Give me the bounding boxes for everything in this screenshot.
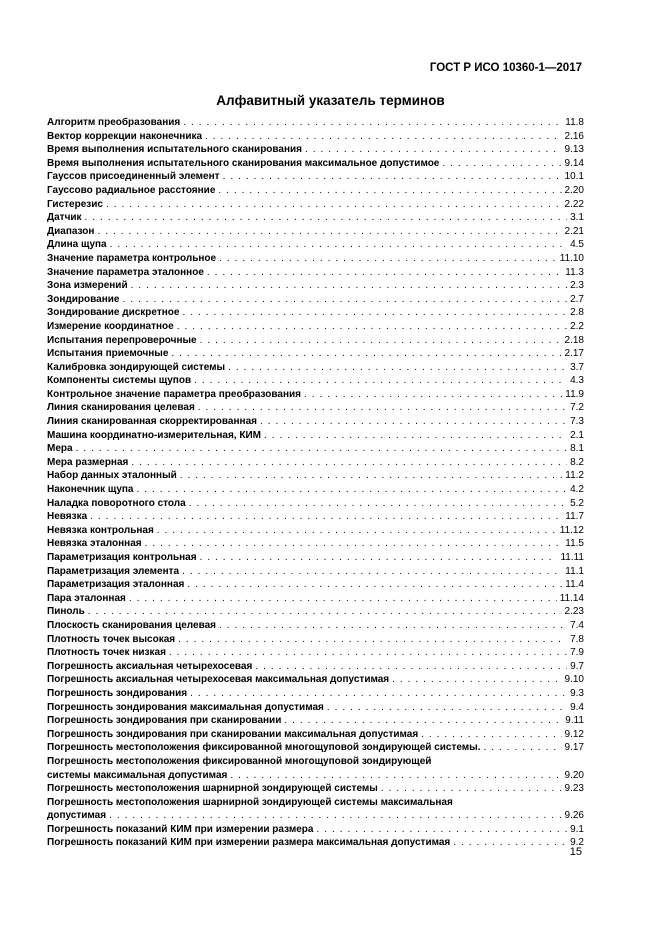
index-term: Параметризация элемента [47,565,180,577]
index-reference: 2.3 [570,280,584,292]
index-entry [47,401,584,415]
index-reference: 3.1 [570,212,584,224]
index-entry [47,279,584,293]
index-reference: 9.23 [564,783,584,795]
index-term: Значение параметра контрольное [47,252,217,264]
index-entry [47,823,584,837]
index-entry [47,497,584,511]
index-term: Погрешность местоположения фиксированной многощуповой зондирующей [47,755,432,767]
index-reference: 7.9 [570,647,584,659]
dot-leader [421,728,561,742]
index-reference: 9.2 [570,837,584,849]
index-reference: 9.13 [564,144,584,156]
dot-leader [205,130,562,144]
index-term: Зондирование [47,293,120,305]
index-term: Машина координатно-измерительная, КИМ [47,429,261,441]
index-entry [47,130,584,144]
index-reference: 2.2 [570,320,584,332]
index-entry [47,184,584,198]
index-reference: 11.5 [565,538,584,550]
index-term: Погрешность зондирования при сканировании максимальная допустимая [47,728,419,740]
index-reference: 10.1 [564,171,584,183]
index-term: допустимая [47,810,107,822]
index-term: Погрешность местоположения шарнирной зондирующей системы [47,783,378,795]
dot-leader [122,293,567,307]
index-term: Плотность точек высокая [47,633,176,645]
dot-leader [180,469,562,483]
index-term: Пиноль [47,606,85,618]
index-reference: 9.10 [564,674,584,686]
index-term: системы максимальная допустимая [47,769,228,781]
dot-leader [200,551,558,565]
index-term: Набор данных эталонный [47,470,177,482]
index-term: Алгоритм преобразования [47,117,181,128]
index-term: Гауссово радиальное расстояние [47,184,216,196]
index-term: Погрешность зондирования максимальная допустимая [47,701,324,713]
index-reference: 2.21 [564,225,584,237]
index-entry [47,660,584,674]
dot-leader [169,646,567,660]
index-reference: 2.7 [570,293,584,305]
index-entry [47,293,584,307]
dot-leader [131,456,567,470]
index-term: Невязка эталонная [47,538,142,550]
index-reference: 9.3 [570,687,584,699]
index-reference: 9.26 [564,810,584,822]
index-entry [47,429,584,443]
index-entry [47,524,584,538]
dot-leader [264,429,567,443]
index-entry [47,157,584,171]
index-term: Гистерезис [47,198,103,210]
index-entry [47,809,584,823]
index-term: Зона измерений [47,280,128,292]
index-entry [47,320,584,334]
dot-leader [255,660,567,674]
index-reference: 8.1 [570,443,584,455]
index-entry [47,728,584,742]
dot-leader [219,619,567,633]
dot-leader [304,388,562,402]
index-reference: 9.20 [564,769,584,781]
index-term: Плотность точек низкая [47,647,166,659]
index-entry [47,755,584,769]
dot-leader [145,537,563,551]
index-reference: 11.2 [565,470,584,482]
index-entry [47,578,584,592]
dot-leader [484,741,562,755]
index-term: Погрешность местоположения шарнирной зондирующей системы максимальная [47,796,453,808]
index-reference: 11.4 [565,579,584,591]
index-term: Погрешность аксиальная четырехосевая максимальная допустимая [47,674,390,686]
dot-leader [305,143,562,157]
dot-leader [187,578,562,592]
index-reference: 2.18 [564,334,584,346]
index-term: Гауссов присоединенный элемент [47,171,220,183]
index-term: Время выполнения испытательного сканирования максимальное допустимое [47,157,440,169]
dot-leader [200,334,562,348]
dot-leader [442,157,561,171]
index-reference: 11.1 [565,565,584,577]
dot-leader [194,374,567,388]
index-term: Время выполнения испытательного сканирования [47,144,303,156]
index-reference: 5.2 [570,497,584,509]
index-entry [47,442,584,456]
index-entry [47,143,584,157]
index-entry [47,198,584,212]
index-entry [47,565,584,579]
dot-leader [453,836,567,850]
index-reference: 4.2 [570,484,584,496]
index-term: Мера [47,443,73,455]
dot-leader [76,442,568,456]
index-reference: 9.7 [570,660,584,672]
dot-leader [284,714,562,728]
index-term: Зондирование дискретное [47,307,180,319]
index-term: Пара эталонная [47,592,126,604]
dot-leader [228,361,567,375]
index-reference: 9.12 [564,728,584,740]
index-reference: 11.3 [565,266,584,278]
dot-leader [219,252,557,266]
index-entry [47,266,584,280]
index-entry [47,714,584,728]
index-reference: 11.7 [565,511,584,523]
term-index [47,116,584,850]
dot-leader [223,170,562,184]
index-reference: 7.4 [570,619,584,631]
index-reference: 11.11 [560,552,584,563]
dot-leader [88,605,562,619]
dot-leader [381,782,562,796]
index-entry [47,646,584,660]
index-reference: 9.17 [564,742,584,754]
dot-leader [177,320,567,334]
index-term: Параметризация эталонная [47,579,185,591]
index-entry [47,537,584,551]
index-entry [47,334,584,348]
index-term: Линия сканирования целевая [47,402,195,414]
index-reference: 11.9 [565,388,584,400]
index-term: Погрешность показаний КИМ при измерении размера максимальная допустимая [47,837,451,849]
index-reference: 2.23 [564,606,584,618]
index-term: Испытания приемочные [47,348,169,360]
index-reference: 3.7 [570,361,584,373]
document-code: ГОСТ Р ИСО 10360-1—2017 [429,62,582,74]
page-title: Алфавитный указатель терминов [216,93,445,108]
dot-leader [178,633,567,647]
index-entry [47,306,584,320]
dot-leader [182,565,562,579]
index-entry [47,116,584,130]
index-entry [47,374,584,388]
index-term: Погрешность местоположения фиксированной многощуповой зондирующей системы. [47,742,481,754]
dot-leader [90,510,562,524]
dot-leader [218,184,561,198]
index-reference: 2.22 [564,198,584,210]
index-reference: 7.8 [570,633,584,645]
index-entry [47,211,584,225]
page-number: 15 [569,846,582,858]
index-entry [47,415,584,429]
dot-leader [190,687,567,701]
index-term: Контрольное значение параметра преобразования [47,388,301,400]
index-entry [47,510,584,524]
index-term: Наконечник щупа [47,484,134,496]
dot-leader [316,823,567,837]
index-entry [47,456,584,470]
index-entry [47,225,584,239]
index-entry [47,796,584,810]
dot-leader [183,116,562,130]
index-entry [47,388,584,402]
index-entry [47,252,584,266]
dot-leader [129,592,557,606]
index-term: Длина щупа [47,239,107,251]
index-term: Наладка поворотного стола [47,497,186,509]
index-reference: 9.11 [565,715,584,727]
dot-leader [207,266,562,280]
index-term: Значение параметра эталонное [47,266,204,278]
dot-leader [97,225,561,239]
index-reference: 7.2 [570,402,584,414]
index-reference: 11.8 [565,117,584,128]
index-reference: 2.8 [570,307,584,319]
index-term: Диапазон [47,225,95,237]
index-entry [47,701,584,715]
dot-leader [171,347,561,361]
index-term: Погрешность зондирования при сканировании [47,715,282,727]
index-entry [47,170,584,184]
index-reference: 9.4 [570,701,584,713]
index-term: Мера размерная [47,456,129,468]
index-reference: 9.1 [570,823,584,835]
index-entry [47,605,584,619]
index-entry [47,619,584,633]
dot-leader [392,673,561,687]
index-term: Невязка контрольная [47,524,154,536]
index-term: Линия сканированная скорректированная [47,416,257,428]
index-entry [47,238,584,252]
index-term: Датчик [47,212,82,224]
index-entry [47,782,584,796]
dot-leader [327,701,567,715]
index-term: Компоненты системы щупов [47,375,192,387]
index-reference: 4.5 [570,239,584,251]
index-reference: 2.1 [570,429,584,441]
index-term: Измерение координатное [47,320,174,332]
dot-leader [131,279,568,293]
index-entry [47,673,584,687]
index-entry [47,741,584,755]
dot-leader [260,415,567,429]
index-reference: 8.2 [570,456,584,468]
dot-leader [198,401,567,415]
index-reference: 2.20 [564,184,584,196]
index-reference: 2.17 [564,348,584,360]
index-reference: 4.3 [570,375,584,387]
dot-leader [85,211,568,225]
index-reference: 2.16 [564,130,584,142]
dot-leader [137,483,568,497]
index-reference: 11.12 [559,524,584,536]
index-term: Невязка [47,511,88,523]
dot-leader [109,809,561,823]
index-term: Погрешность зондирования [47,687,188,699]
index-reference: 11.14 [559,592,584,604]
dot-leader [157,524,557,538]
index-entry [47,633,584,647]
index-entry [47,836,584,850]
index-term: Погрешность показаний КИМ при измерении размера [47,823,314,835]
dot-leader [189,497,567,511]
index-entry [47,483,584,497]
index-term: Параметризация контрольная [47,552,197,563]
index-reference: 9.14 [564,157,584,169]
index-entry [47,592,584,606]
dot-leader [106,198,562,212]
index-entry [47,769,584,783]
index-term: Испытания перепроверочные [47,334,197,346]
dot-leader [230,769,561,783]
index-entry [47,551,584,565]
index-entry [47,687,584,701]
index-term: Плоскость сканирования целевая [47,619,216,631]
dot-leader [182,306,567,320]
index-term: Погрешность аксиальная четырехосевая [47,660,253,672]
dot-leader [110,238,567,252]
index-entry [47,469,584,483]
index-term: Вектор коррекции наконечника [47,130,203,142]
index-reference: 7.3 [570,416,584,428]
index-entry [47,347,584,361]
index-entry [47,361,584,375]
index-reference: 11.10 [559,252,584,264]
index-term: Калибровка зондирующей системы [47,361,226,373]
